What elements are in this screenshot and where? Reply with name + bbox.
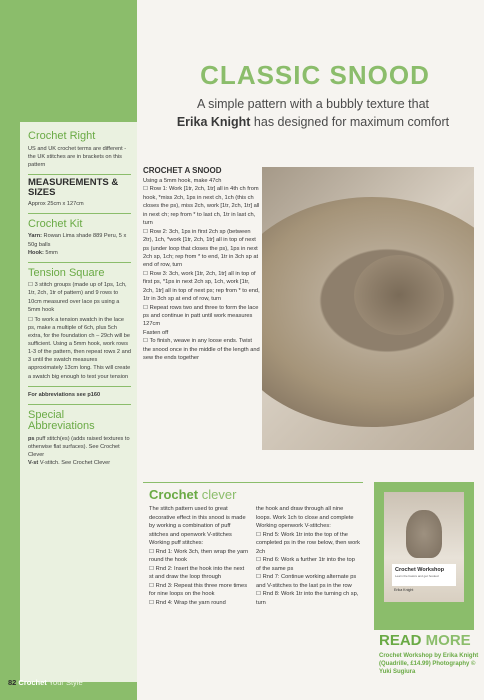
tension-block — [28, 268, 131, 387]
abbreviations-note: For abbreviations see p160 — [28, 391, 101, 398]
ps-text: puff stitch(es) (adds raised textures to otherwise flat surfaces). See Crochet Clever — [28, 435, 130, 459]
ps-label: ps — [28, 435, 35, 442]
crochet-right-heading: Crochet Right — [28, 130, 96, 142]
pattern-line: Fasten off — [143, 329, 169, 336]
pattern-line: ☐ Row 2: 3ch, 1ps in first 2ch sp (between 2tr), 1ch, *work [1tr, 2ch, 1tr] all in top of next ps (under loop that closes the ps), 1ps in next 2ch sp, 1ch; rep from * to end, 1tr in 3ch sp at end of row, turn — [143, 228, 259, 269]
hook-value: 5mm — [43, 249, 58, 256]
snood-center — [354, 255, 444, 335]
crochet-kit-block — [28, 219, 131, 263]
crochet-kit-heading: Crochet Kit — [28, 217, 83, 230]
tension-item-1: ☐ 3 stitch groups (made up of 1ps, 1ch, 1tr, 2ch, 1tr of pattern) and 9 rows to 10cm measured over lace ps using a 5mm hook — [28, 282, 127, 313]
clever-line: ☐ Rnd 8: Work 1tr into the turning ch sp, turn — [256, 591, 359, 607]
vst-abbreviation — [28, 459, 131, 467]
ps-abbreviation — [28, 435, 131, 459]
subtitle-author: Erika Knight — [176, 114, 251, 129]
crochet-right-block — [28, 131, 131, 175]
book-title: Crochet Workshop — [395, 567, 445, 573]
book-author: Erika Knight — [394, 588, 414, 592]
clever-column-2 — [256, 505, 360, 608]
book-tagline: Learn the basics and get hooked — [395, 574, 439, 578]
clever-line: ☐ Rnd 4: Wrap the yarn round — [149, 600, 226, 607]
page-subtitle — [148, 96, 478, 131]
book-label — [392, 564, 456, 586]
abbreviations-note-block — [28, 391, 131, 405]
magazine-name-suffix: Your Style — [46, 678, 83, 687]
yarn-label: Yarn: — [28, 233, 42, 240]
clever-line: ☐ Rnd 2: Insert the hook into the next st and draw the loop through — [149, 565, 245, 581]
clever-word1: Crochet — [149, 487, 199, 502]
measurements-text: Approx 25cm x 127cm — [28, 200, 84, 207]
pattern-line: ☐ Row 1: Work [1tr, 2ch, 1tr] all in 4th ch from hook, *miss 2ch, 1ps in next ch, 1ch (this ch closes the ps), miss 2ch, work [1tr, 2ch, 1tr] all in next ch; rep from * to last ch, 1tr in last ch, turn — [143, 186, 260, 227]
subtitle-line1: A simple pattern with a bubbly texture that — [196, 97, 430, 111]
pattern-line: ☐ Repeat rows two and three to form the lace ps and continue in patt until work measures 127cm — [143, 304, 259, 328]
pattern-line: ☐ To finish, weave in any loose ends. Twist the snood once in the middle of the length and sew the ends together — [143, 338, 260, 362]
clever-line: ☐ Rnd 1: Work 3ch, then wrap the yarn round the hook — [149, 548, 249, 564]
clever-line: the hook and draw through all nine loops. Work 1ch to close and complete — [256, 506, 354, 521]
clever-word2: clever — [198, 487, 237, 502]
yarn-line — [28, 232, 131, 248]
pattern-line: Using a 5mm hook, make 47ch — [143, 178, 222, 184]
book-cover-image — [406, 510, 442, 558]
clever-column-1 — [149, 505, 249, 608]
clever-line: The stitch pattern used to great decorative effect in this snood is made by working a combination of puff stitches and openwork V-stitches — [149, 506, 246, 538]
vst-label: V-st — [28, 460, 39, 467]
read-more-word2: MORE — [421, 632, 471, 649]
snood-photo — [262, 167, 474, 450]
clever-line: ☐ Rnd 5: Work 1tr into the top of the completed ps in the row below, then work 2ch — [256, 531, 361, 555]
sidebar-panel — [20, 122, 137, 682]
page-number: 82 — [8, 678, 17, 687]
book-cover-box — [374, 482, 474, 630]
measurements-heading: MEASUREMENTS & SIZES — [28, 176, 119, 198]
clever-line: ☐ Rnd 7: Continue working alternate ps and V-stitches to the last ps in the row — [256, 574, 357, 589]
measurements-block — [28, 178, 131, 214]
vst-text: V-stitch. See Crochet Clever — [38, 460, 111, 467]
read-more-word1: READ — [379, 632, 422, 649]
read-more-heading — [379, 632, 471, 649]
clever-line: ☐ Rnd 6: Work a further 1tr into the top of the same ps — [256, 557, 355, 572]
tension-heading: Tension Square — [28, 266, 105, 279]
special-abbreviations-heading: Special Abbreviations — [28, 408, 95, 433]
magazine-name: Crochet — [16, 678, 47, 687]
clever-line: Working openwork V-stitches: — [256, 523, 331, 530]
hook-line — [28, 249, 131, 257]
book-credit: Crochet Workshop by Erika Knight (Quadrille, £14.99) Photography © Yuki Sugiura — [379, 653, 479, 676]
book-cover — [384, 492, 464, 602]
crochet-right-text: US and UK crochet terms are different - the UK stitches are in brackets on this pattern — [28, 145, 127, 168]
pattern-heading: CROCHET A SNOOD — [143, 166, 222, 175]
sidebar — [0, 0, 137, 700]
crochet-clever-box — [143, 482, 363, 692]
pattern-line: ☐ Row 3: 3ch, work [1tr, 2ch, 1tr] all in top of first ps, *1ps in next 2ch sp, 1ch, work [1tr, 2ch, 1tr] all in top of next ps; rep from * to end, 1tr in 3ch sp at end of row, turn — [143, 270, 260, 303]
tension-item-2: ☐ To work a tension swatch in the lace ps, make a multiple of 6ch, plus 5ch extra, for the foundation ch – 29ch will be sufficient. Using a 5mm hook, work rows 1-3 of the pattern, then repeat rows 2 and 3 until the swatch measures approximately 13cm long. This will create a swatch big enough to test your tension — [28, 316, 131, 380]
hook-label: Hook: — [28, 249, 44, 256]
pattern-instructions — [143, 177, 261, 363]
yarn-value: Rowan Lima shade 889 Peru, 5 x 50g balls — [28, 233, 127, 248]
page-footer — [8, 678, 83, 687]
subtitle-line2: has designed for maximum comfort — [250, 114, 450, 129]
clever-line: ☐ Rnd 3: Repeat this three more times for nine loops on the hook — [149, 582, 248, 598]
page-title: CLASSIC SNOOD — [200, 60, 430, 90]
clever-line: Working puff stitches: — [149, 540, 204, 547]
special-abbreviations-block — [28, 410, 131, 468]
crochet-clever-heading — [149, 487, 236, 502]
